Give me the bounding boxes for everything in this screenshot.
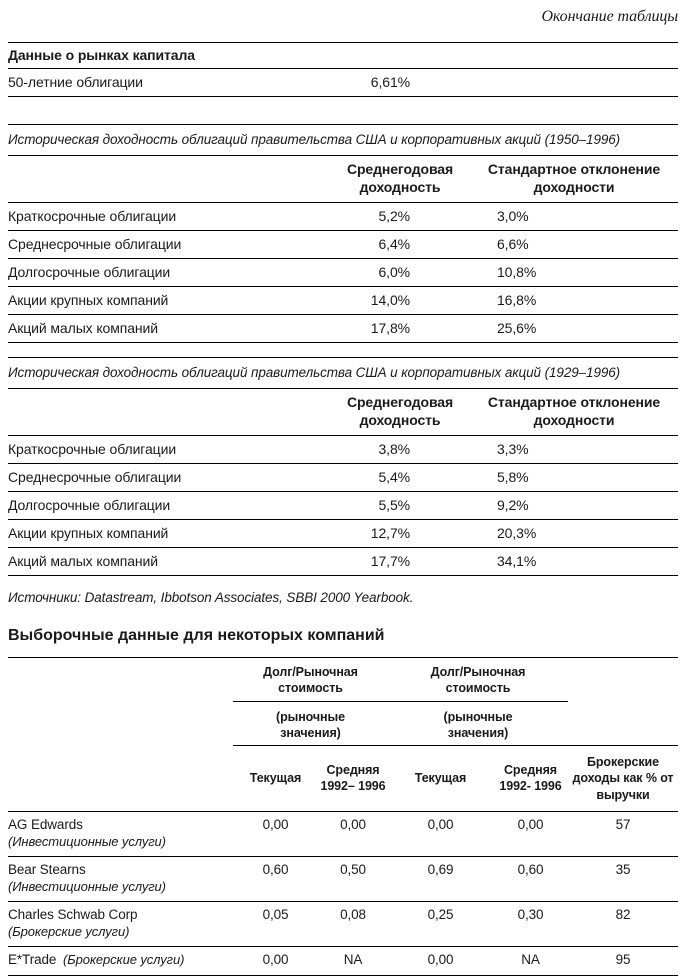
sub-1-label: (рыночные значения): [276, 709, 345, 740]
debt-current-2: 0,25: [427, 907, 454, 922]
capital-markets-rows: [8, 69, 678, 97]
company-name-cell: [8, 812, 233, 856]
debt-average-1: 0,50: [340, 861, 366, 877]
companies-table: [8, 657, 678, 976]
avg-return-value: 5,4%: [378, 469, 410, 485]
company-name: E*Trade: [8, 952, 57, 968]
table-row: [8, 436, 678, 464]
debt-average-2: 0,30: [517, 907, 544, 922]
std-dev-header: Стандартное отклонение доходности: [487, 394, 661, 428]
row-label: Краткосрочные облигации: [8, 208, 177, 224]
table-row: [8, 315, 678, 343]
debt-current-2: 0,00: [427, 952, 454, 968]
returns-1929-rows: [8, 436, 678, 576]
std-dev-value: 5,8%: [497, 469, 529, 485]
sub-2-label: (рыночные значения): [443, 709, 513, 740]
market-values-sub-2: [388, 702, 568, 742]
average-col-header-1: Средняя 1992– 1996: [320, 763, 386, 794]
row-label: Долгосрочные облигации: [8, 264, 171, 280]
debt-current-2: 0,69: [427, 861, 454, 877]
std-dev-header: Стандартное отклонение доходности: [487, 161, 661, 195]
company-row: [8, 857, 678, 902]
company-row: [8, 947, 678, 976]
std-dev-value: 6,6%: [497, 236, 529, 252]
debt-average-2: NA: [521, 952, 540, 968]
row-label: Краткосрочные облигации: [8, 441, 177, 457]
row-label: Акций малых компаний: [8, 553, 158, 569]
table-row: [8, 287, 678, 315]
avg-return-value: 12,7%: [370, 525, 410, 541]
debt-current-1: 0,60: [262, 861, 289, 877]
debt-average-1: NA: [343, 952, 363, 968]
row-label: Акции крупных компаний: [8, 292, 169, 308]
row-label: Долгосрочные облигации: [8, 497, 171, 513]
debt-market-value-group-1: [233, 658, 388, 697]
table-row: [8, 492, 678, 520]
row-label: Акций малых компаний: [8, 320, 158, 336]
companies-table-header: [8, 658, 678, 812]
debt-current-1: 0,05: [262, 907, 289, 922]
avg-return-value: 17,7%: [370, 553, 410, 569]
avg-return-value: 5,2%: [378, 208, 410, 224]
group-1-label: Долг/Рыночная стоимость: [263, 665, 358, 696]
debt-market-value-group-2: [388, 658, 568, 697]
avg-return-value: 6,0%: [378, 264, 410, 280]
company-row: [8, 902, 678, 947]
average-col-header-2: Средняя 1992- 1996: [499, 763, 562, 794]
avg-return-value: 14,0%: [370, 292, 410, 308]
company-name: Charles Schwab Corp: [8, 907, 138, 922]
table-row: [8, 520, 678, 548]
company-name-cell: [8, 857, 233, 901]
sources-note: Источники: Datastream, Ibbotson Associates, SBBI 2000 Yearbook.: [8, 590, 414, 605]
avg-return-value: 6,4%: [378, 236, 410, 252]
group-2-label: Долг/Рыночная стоимость: [430, 665, 526, 696]
company-type: (Инвестиционные услуги): [8, 833, 166, 849]
avg-return-value: 5,5%: [378, 497, 410, 513]
company-name-cell: [8, 902, 233, 946]
row-label: 50-летние облигации: [8, 74, 143, 90]
std-dev-value: 34,1%: [497, 553, 537, 569]
debt-average-2: 0,00: [517, 816, 544, 832]
companies-rows: [8, 812, 678, 976]
capital-markets-table: [8, 42, 678, 97]
company-name: AG Edwards: [8, 816, 83, 832]
returns-1929-caption: Историческая доходность облигаций правительства США и корпоративных акций (1929–1996): [8, 358, 678, 389]
broker-revenue-pct: 57: [615, 816, 631, 832]
returns-1950-header: [8, 156, 678, 203]
row-label: Акции крупных компаний: [8, 525, 169, 541]
debt-average-2: 0,60: [517, 861, 544, 877]
table-continuation-note: Окончание таблицы: [541, 8, 678, 25]
std-dev-value: 16,8%: [497, 292, 537, 308]
table-row: [8, 231, 678, 259]
debt-current-1: 0,00: [262, 952, 289, 968]
row-value: 6,61%: [370, 74, 410, 90]
company-type: (Инвестиционные услуги): [8, 878, 166, 894]
broker-revenue-pct: 82: [615, 907, 631, 922]
std-dev-value: 20,3%: [497, 525, 537, 541]
table-row: [8, 548, 678, 576]
avg-return-header: Среднегодовая доходность: [346, 394, 454, 428]
returns-1950-table: [8, 124, 678, 343]
row-label: Среднесрочные облигации: [8, 469, 182, 485]
current-col-header-1: Текущая: [249, 771, 302, 786]
returns-1950-caption: Историческая доходность облигаций правительства США и корпоративных акций (1950–1996): [8, 125, 678, 156]
std-dev-value: 10,8%: [497, 264, 537, 280]
company-name-cell: [8, 947, 233, 975]
broker-revenue-col-header: Брокерские доходы как % от выручки: [572, 755, 674, 802]
broker-revenue-pct: 95: [615, 952, 631, 968]
table-row: [8, 259, 678, 287]
avg-return-value: 17,8%: [370, 320, 410, 336]
debt-average-1: 0,00: [340, 816, 366, 832]
std-dev-value: 9,2%: [497, 497, 529, 513]
row-label: Среднесрочные облигации: [8, 236, 182, 252]
returns-1929-table: [8, 357, 678, 576]
company-type: (Брокерские услуги): [62, 952, 185, 968]
debt-current-1: 0,00: [262, 816, 289, 832]
returns-1950-rows: [8, 203, 678, 343]
debt-current-2: 0,00: [427, 816, 454, 832]
broker-revenue-pct: 35: [615, 861, 631, 877]
company-row: [8, 812, 678, 857]
table-row: [8, 464, 678, 492]
debt-average-1: 0,08: [340, 907, 366, 922]
companies-section-title: Выборочные данные для некоторых компаний: [8, 627, 385, 644]
std-dev-value: 25,6%: [497, 320, 537, 336]
std-dev-value: 3,3%: [497, 441, 529, 457]
returns-1929-header: [8, 389, 678, 436]
table-row: [8, 203, 678, 231]
current-col-header-2: Текущая: [414, 771, 467, 786]
market-values-sub-1: [233, 702, 388, 742]
avg-return-header: Среднегодовая доходность: [346, 161, 454, 195]
avg-return-value: 3,8%: [378, 441, 410, 457]
table-row: [8, 69, 678, 97]
company-type: (Брокерские услуги): [8, 923, 130, 939]
company-name: Bear Stearns: [8, 861, 86, 877]
std-dev-value: 3,0%: [497, 208, 529, 224]
row-value-2: [470, 69, 678, 96]
capital-markets-title: Данные о рынках капитала: [8, 43, 678, 69]
